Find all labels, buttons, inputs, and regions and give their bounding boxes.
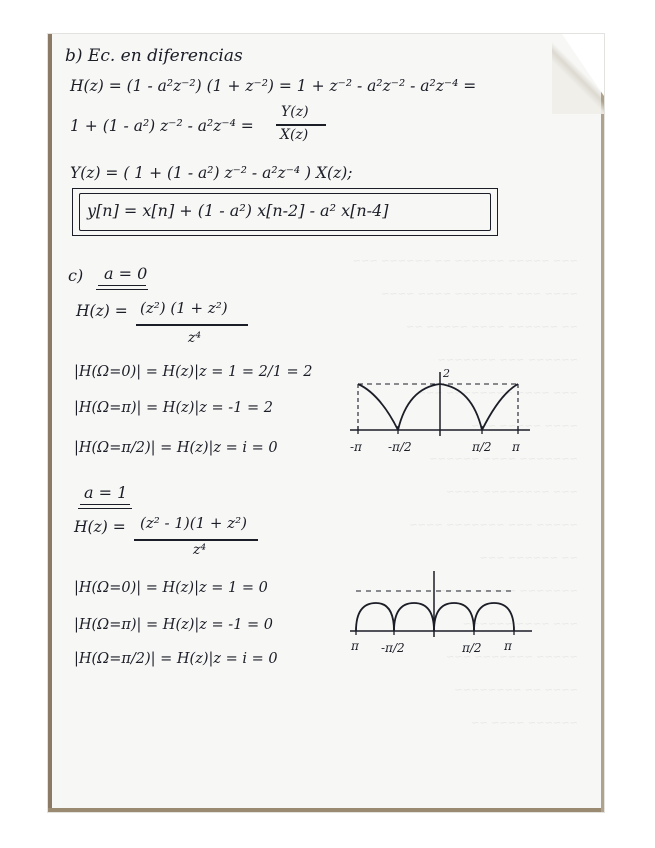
case-a1-underline-1 <box>80 504 130 505</box>
case-a0-eval-row-3: |H(Ω=π/2)| = H(z)|z = i = 0 <box>74 440 278 456</box>
case-a1-fraction-bar <box>134 539 258 541</box>
case-a1-hz-numerator: (z² - 1)(1 + z²) <box>140 514 248 532</box>
page-bottom-edge <box>48 808 604 812</box>
section-c-heading: c) <box>68 266 84 285</box>
difference-equation: y[n] = x[n] + (1 - a²) x[n-2] - a² x[n-4] <box>87 201 389 220</box>
case-a0-fraction-bar <box>136 324 248 326</box>
case-a0-hz-numerator: (z²) (1 + z²) <box>140 299 228 317</box>
equation-hz-expansion: H(z) = (1 - a²z⁻²) (1 + z⁻²) = 1 + z⁻² - a²z⁻² - a²z⁻⁴ = <box>70 77 477 95</box>
plot-a1-label-2: -π/2 <box>381 641 405 655</box>
case-a0-title: a = 0 <box>104 264 148 283</box>
plot-a0-label-pi: π <box>512 440 520 454</box>
plot-a1-label-1: π <box>351 639 359 653</box>
magnitude-plot-a1 <box>350 569 540 644</box>
plot-a1-label-3: π/2 <box>462 641 482 655</box>
plot-a1-lobe-4 <box>474 603 514 631</box>
fraction-numerator-y: Y(z) <box>281 104 309 120</box>
plot-a1-lobe-2 <box>394 603 434 631</box>
fraction-denominator-x: X(z) <box>280 127 309 143</box>
case-a1-eval-row-3: |H(Ω=π/2)| = H(z)|z = i = 0 <box>74 651 278 667</box>
case-a1-title: a = 1 <box>84 483 128 502</box>
boxed-equation-frame <box>72 188 498 236</box>
scanned-page <box>48 34 604 812</box>
plot-a1-lobe-1 <box>356 603 394 631</box>
equation-yz: Y(z) = ( 1 + (1 - a²) z⁻² - a²z⁻⁴ ) X(z); <box>70 164 353 182</box>
case-a1-hz-denominator: z⁴ <box>193 542 206 558</box>
plot-a0-peak-label: 2 <box>443 367 450 380</box>
case-a0-eval-row-2: |H(Ω=π)| = H(z)|z = -1 = 2 <box>74 400 274 416</box>
plot-a0-curve-right-half <box>482 384 518 430</box>
plot-a1-label-4: π <box>504 639 512 653</box>
case-a0-underline-2 <box>96 289 148 290</box>
fraction-bar <box>276 124 326 126</box>
section-b-heading: b) Ec. en diferencias <box>65 46 243 66</box>
case-a0-eval-row-1: |H(Ω=0)| = H(z)|z = 1 = 2/1 = 2 <box>74 364 313 380</box>
plot-a1-lobe-3 <box>434 603 474 631</box>
equation-hz-collected: 1 + (1 - a²) z⁻² - a²z⁻⁴ = <box>70 117 254 135</box>
case-a1-eval-row-1: |H(Ω=0)| = H(z)|z = 1 = 0 <box>74 580 268 596</box>
case-a0-hz-lhs: H(z) = <box>76 302 128 320</box>
bleed-through-text: ~~~ ~~~~~ ~~~~~~ ~~ ~~~~~~ ~~~ ~~~~ ~~~ ~~~~~~~ ~~~~ ~~~~ ~~ ~~~~~~ ~~~~ ~~~~~ ~~ ~~~~~~ ~~~ ~~~~~~~ ~~~ ~~~~ ~~~~~~~~ ~~~ ~~~~ ~~~~~ ~~~ ~~~~~~~ ~~~~ ~~~~~~ ~~~ ~~~~~~~~ ~~~~ ~~~~~ ~~~ ~~~~~~~ ~~~~ ~~ ~~~~~~ ~~~ ~~~~~~~ ~~~~~ ~~~~ ~~~ ~~~~ ~~~~~~ ~~~~~ ~~~~~~~ ~~~ ~~~~ ~~ ~~~~~~~~ ~~~~~~ ~~~~ ~~ <box>352 256 578 729</box>
plot-a0-label-neg-half-pi: -π/2 <box>388 440 412 454</box>
case-a0-hz-denominator: z⁴ <box>188 330 201 346</box>
page-right-edge <box>601 74 604 812</box>
case-a1-hz-lhs: H(z) = <box>74 518 126 536</box>
page-left-edge <box>48 34 52 812</box>
plot-a0-curve-left-half <box>358 384 398 430</box>
plot-a0-label-half-pi: π/2 <box>472 440 492 454</box>
plot-a0-label-neg-pi: -π <box>350 440 362 454</box>
case-a0-underline-1 <box>98 285 146 286</box>
case-a1-underline-2 <box>78 508 132 509</box>
case-a1-eval-row-2: |H(Ω=π)| = H(z)|z = -1 = 0 <box>74 617 274 633</box>
page-corner-fold <box>562 34 604 96</box>
